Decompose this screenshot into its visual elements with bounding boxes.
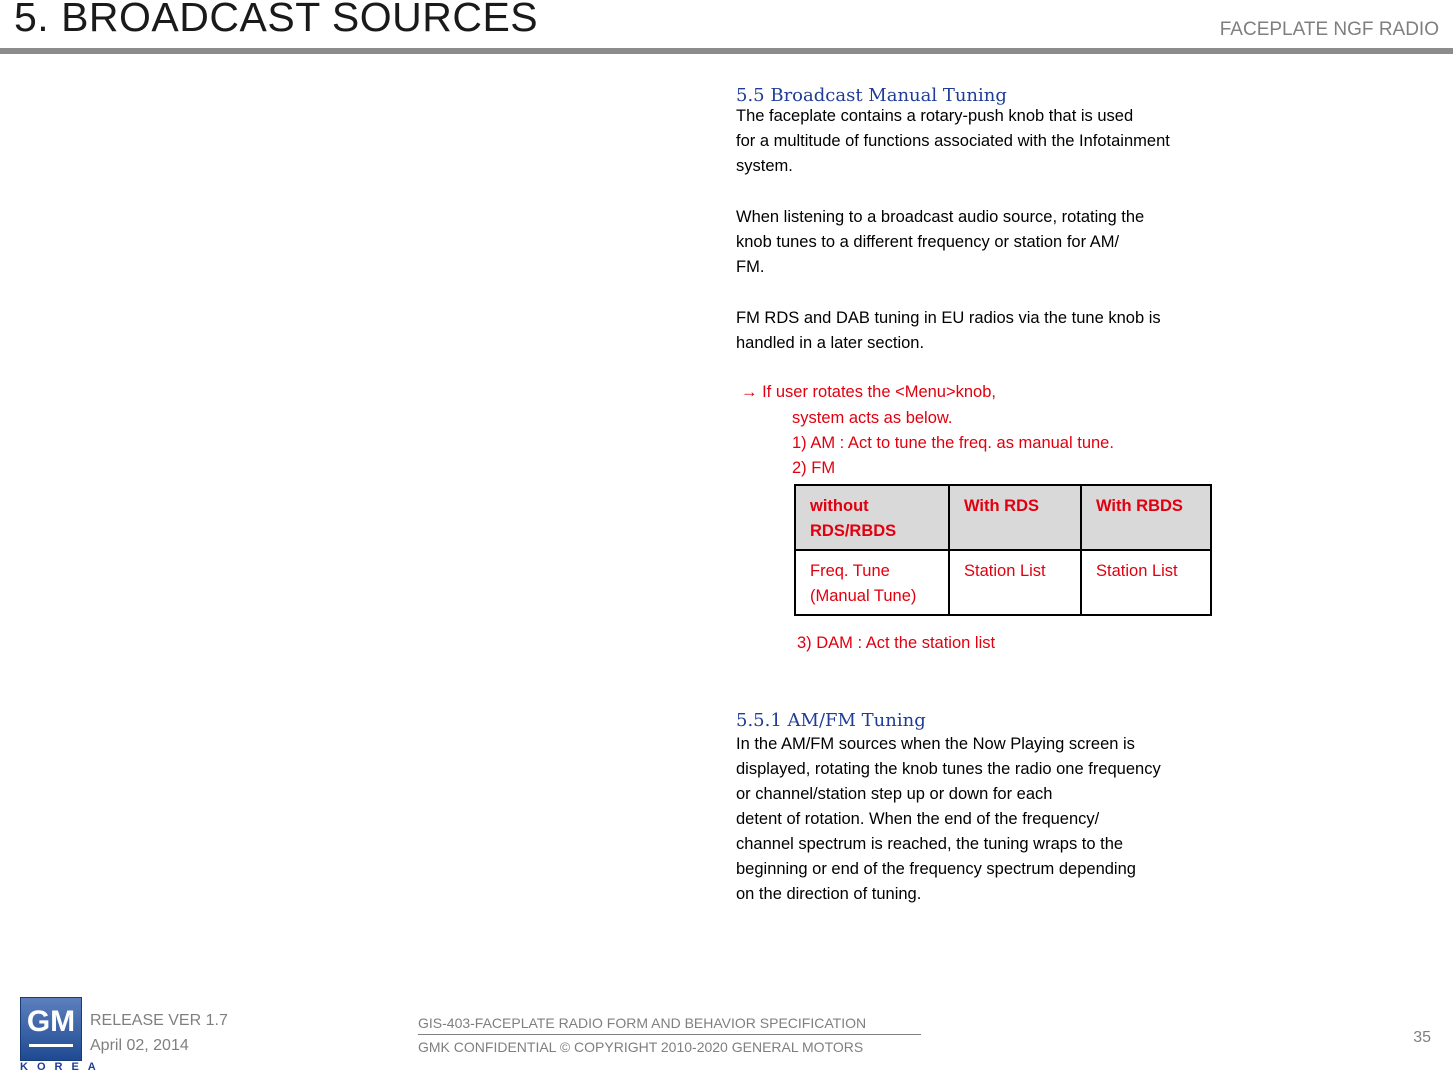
paragraph-line: detent of rotation. When the end of the frequency/ <box>736 810 1100 828</box>
logo-bar <box>29 1044 73 1047</box>
note-item-am: 1) AM : Act to tune the freq. as manual tune. <box>792 434 1114 452</box>
logo-subtext: KOREA <box>20 1061 105 1073</box>
paragraph-line: system. <box>736 157 793 175</box>
table-cell: Freq. Tune (Manual Tune) <box>795 550 949 615</box>
table-cell: Station List <box>949 550 1081 615</box>
paragraph-line: FM. <box>736 258 765 276</box>
subsection-heading: 5.5.1 AM/FM Tuning <box>736 710 926 731</box>
confidential-notice: GMK CONFIDENTIAL © COPYRIGHT 2010-2020 GENERAL MOTORS <box>418 1039 864 1055</box>
table-header-cell: without RDS/RBDS <box>795 485 949 550</box>
note-line-1 <box>741 380 996 405</box>
gm-logo <box>20 997 82 1061</box>
table-header-row <box>795 485 1211 550</box>
listening-paragraph <box>736 205 1144 280</box>
spec-title: GIS-403-FACEPLATE RADIO FORM AND BEHAVIOR SPECIFICATION <box>418 1015 867 1031</box>
section-heading: 5.5 Broadcast Manual Tuning <box>736 85 1007 106</box>
table-header-cell: With RDS <box>949 485 1081 550</box>
paragraph-line: or channel/station step up or down for each <box>736 785 1053 803</box>
paragraph-line: for a multitude of functions associated with the Infotainment <box>736 132 1170 150</box>
rds-paragraph <box>736 306 1161 356</box>
page-title: 5. BROADCAST SOURCES <box>14 0 539 40</box>
intro-paragraph <box>736 104 1170 179</box>
note-text: If user rotates the <Menu>knob, <box>762 383 996 401</box>
paragraph-line: displayed, rotating the knob tunes the radio one frequency <box>736 760 1161 778</box>
release-date: April 02, 2014 <box>90 1037 189 1054</box>
paragraph-line: The faceplate contains a rotary-push knob that is used <box>736 107 1134 125</box>
note-line-2: system acts as below. <box>792 409 953 427</box>
logo-text: GM <box>26 1005 76 1038</box>
paragraph-line: knob tunes to a different frequency or station for AM/ <box>736 233 1120 251</box>
paragraph-line: When listening to a broadcast audio source, rotating the <box>736 208 1145 226</box>
paragraph-line: channel spectrum is reached, the tuning wraps to the <box>736 835 1124 853</box>
page-number: 35 <box>1413 1029 1431 1046</box>
document-label: FACEPLATE NGF RADIO <box>1219 19 1439 40</box>
header-divider <box>0 48 1453 54</box>
note-item-fm: 2) FM <box>792 459 836 477</box>
paragraph-line: beginning or end of the frequency spectrum depending <box>736 860 1136 878</box>
paragraph-line: on the direction of tuning. <box>736 885 922 903</box>
note-item-dam: 3) DAM : Act the station list <box>797 634 996 652</box>
tuning-paragraph <box>736 732 1161 907</box>
paragraph-line: In the AM/FM sources when the Now Playing screen is <box>736 735 1135 753</box>
footer-divider <box>418 1034 921 1035</box>
paragraph-line: FM RDS and DAB tuning in EU radios via the tune knob is <box>736 309 1161 327</box>
table-header-cell: With RBDS <box>1081 485 1211 550</box>
paragraph-line: handled in a later section. <box>736 334 925 352</box>
fm-mode-table <box>794 484 1212 616</box>
release-version: RELEASE VER 1.7 <box>90 1012 228 1029</box>
arrow-right-icon: → <box>741 383 758 401</box>
table-row <box>795 550 1211 615</box>
table-cell: Station List <box>1081 550 1211 615</box>
